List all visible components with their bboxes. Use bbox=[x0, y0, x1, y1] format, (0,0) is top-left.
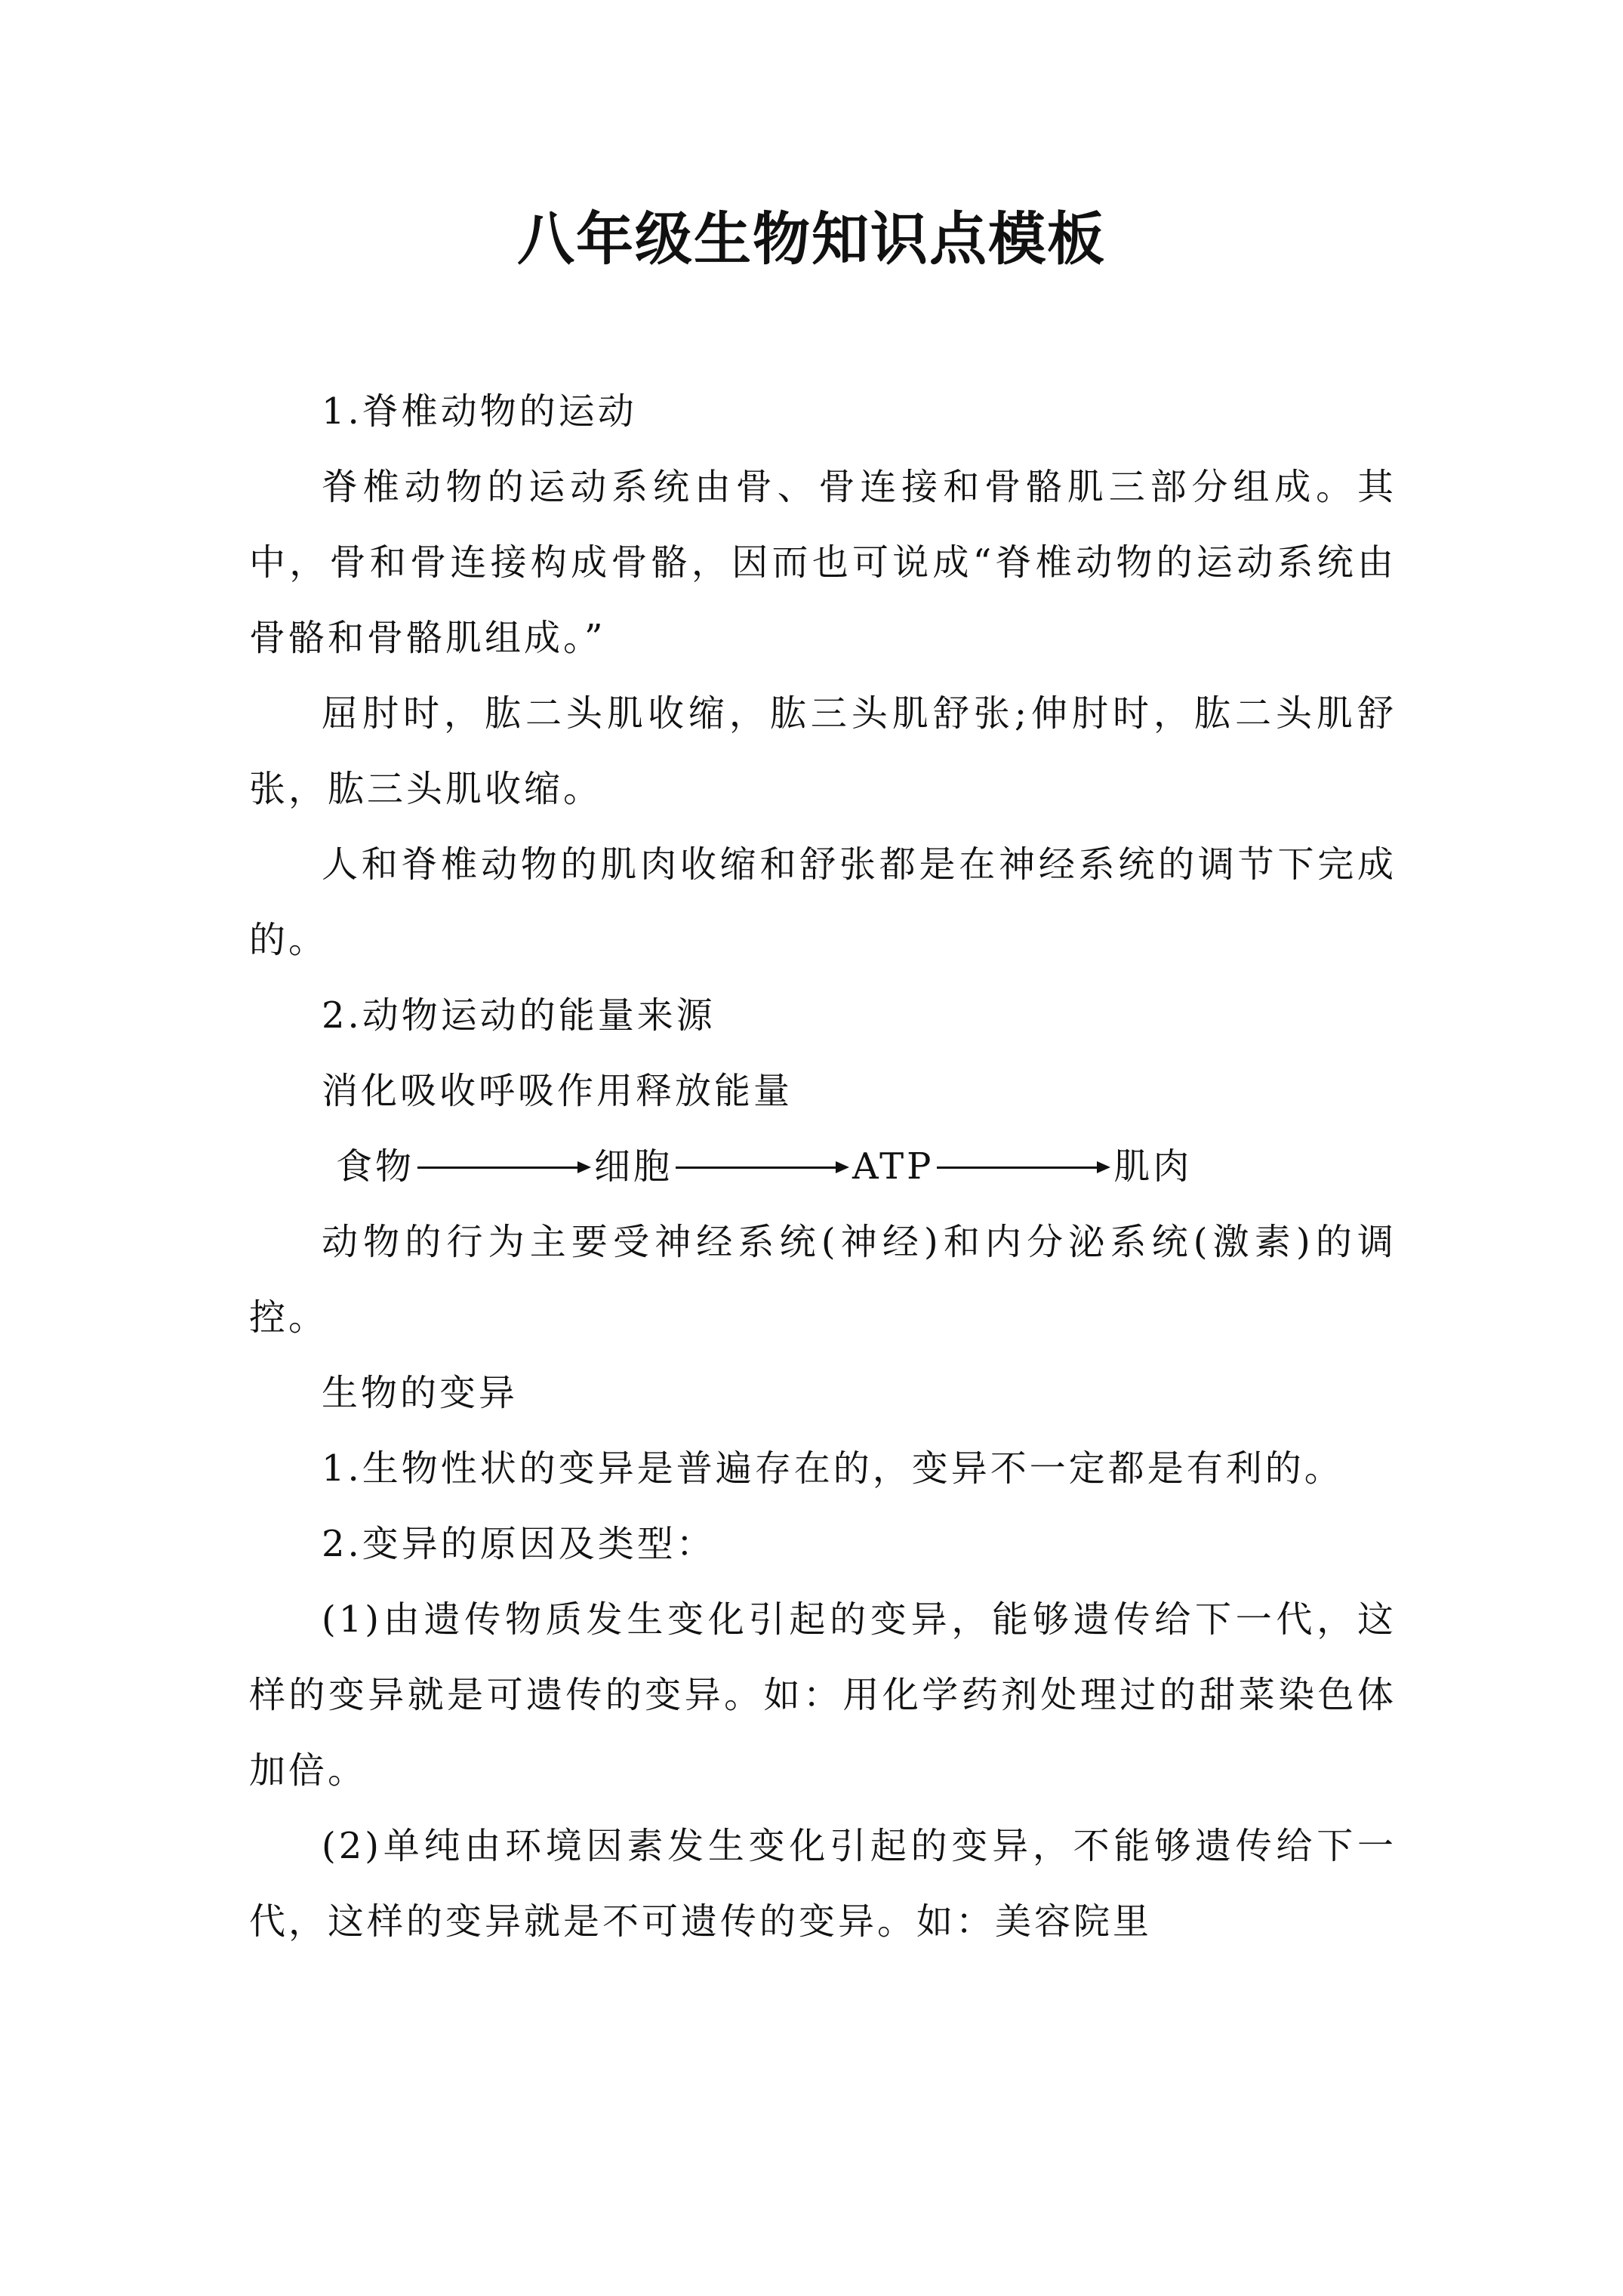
paragraph-heritable-variation: (1)由遗传物质发生变化引起的变异，能够遗传给下一代，这样的变异就是可遗传的变异。如：用化学药剂处理过的甜菜染色体加倍。 bbox=[249, 1598, 1397, 1792]
flow-step-muscle: 肌肉 bbox=[1113, 1145, 1193, 1188]
flow-step-cell: 细胞 bbox=[594, 1145, 673, 1188]
paragraph-nonheritable-variation: (2)单纯由环境因素发生变化引起的变异，不能够遗传给下一代，这样的变异就是不可遗传的变异。如：美容院里 bbox=[249, 1825, 1397, 1943]
flow-step-food: 食物 bbox=[336, 1145, 415, 1188]
heading-vertebrate-movement: 1.脊椎动物的运动 bbox=[322, 390, 637, 433]
paragraph-behavior-control: 动物的行为主要受神经系统(神经)和内分泌系统(激素)的调控。 bbox=[249, 1221, 1397, 1339]
arrow-right-icon bbox=[937, 1129, 1110, 1204]
arrow-right-icon bbox=[417, 1129, 591, 1204]
heading-energy-source: 2.动物运动的能量来源 bbox=[322, 994, 716, 1037]
paragraph-energy-process: 消化吸收呼吸作用释放能量 bbox=[322, 1070, 793, 1112]
paragraph-motor-system: 脊椎动物的运动系统由骨、骨连接和骨骼肌三部分组成。其中，骨和骨连接构成骨骼，因而也可说成“脊椎动物的运动系统由骨骼和骨骼肌组成。” bbox=[249, 466, 1397, 659]
heading-variation: 生物的变异 bbox=[322, 1372, 519, 1414]
paragraph-elbow-muscles: 屈肘时，肱二头肌收缩，肱三头肌舒张;伸肘时，肱二头肌舒张，肱三头肌收缩。 bbox=[249, 692, 1397, 810]
document-body bbox=[249, 374, 1397, 1959]
heading-variation-types: 2.变异的原因及类型： bbox=[322, 1523, 716, 1565]
flow-step-atp: ATP bbox=[852, 1145, 935, 1188]
document-title: 八年级生物知识点模板 bbox=[517, 205, 1106, 273]
paragraph-variation-universal: 1.生物性状的变异是普遍存在的，变异不一定都是有利的。 bbox=[322, 1447, 1344, 1490]
paragraph-nervous-regulation: 人和脊椎动物的肌肉收缩和舒张都是在神经系统的调节下完成的。 bbox=[249, 843, 1397, 961]
arrow-right-icon bbox=[676, 1129, 849, 1204]
energy-flow-diagram bbox=[249, 1129, 1397, 1204]
